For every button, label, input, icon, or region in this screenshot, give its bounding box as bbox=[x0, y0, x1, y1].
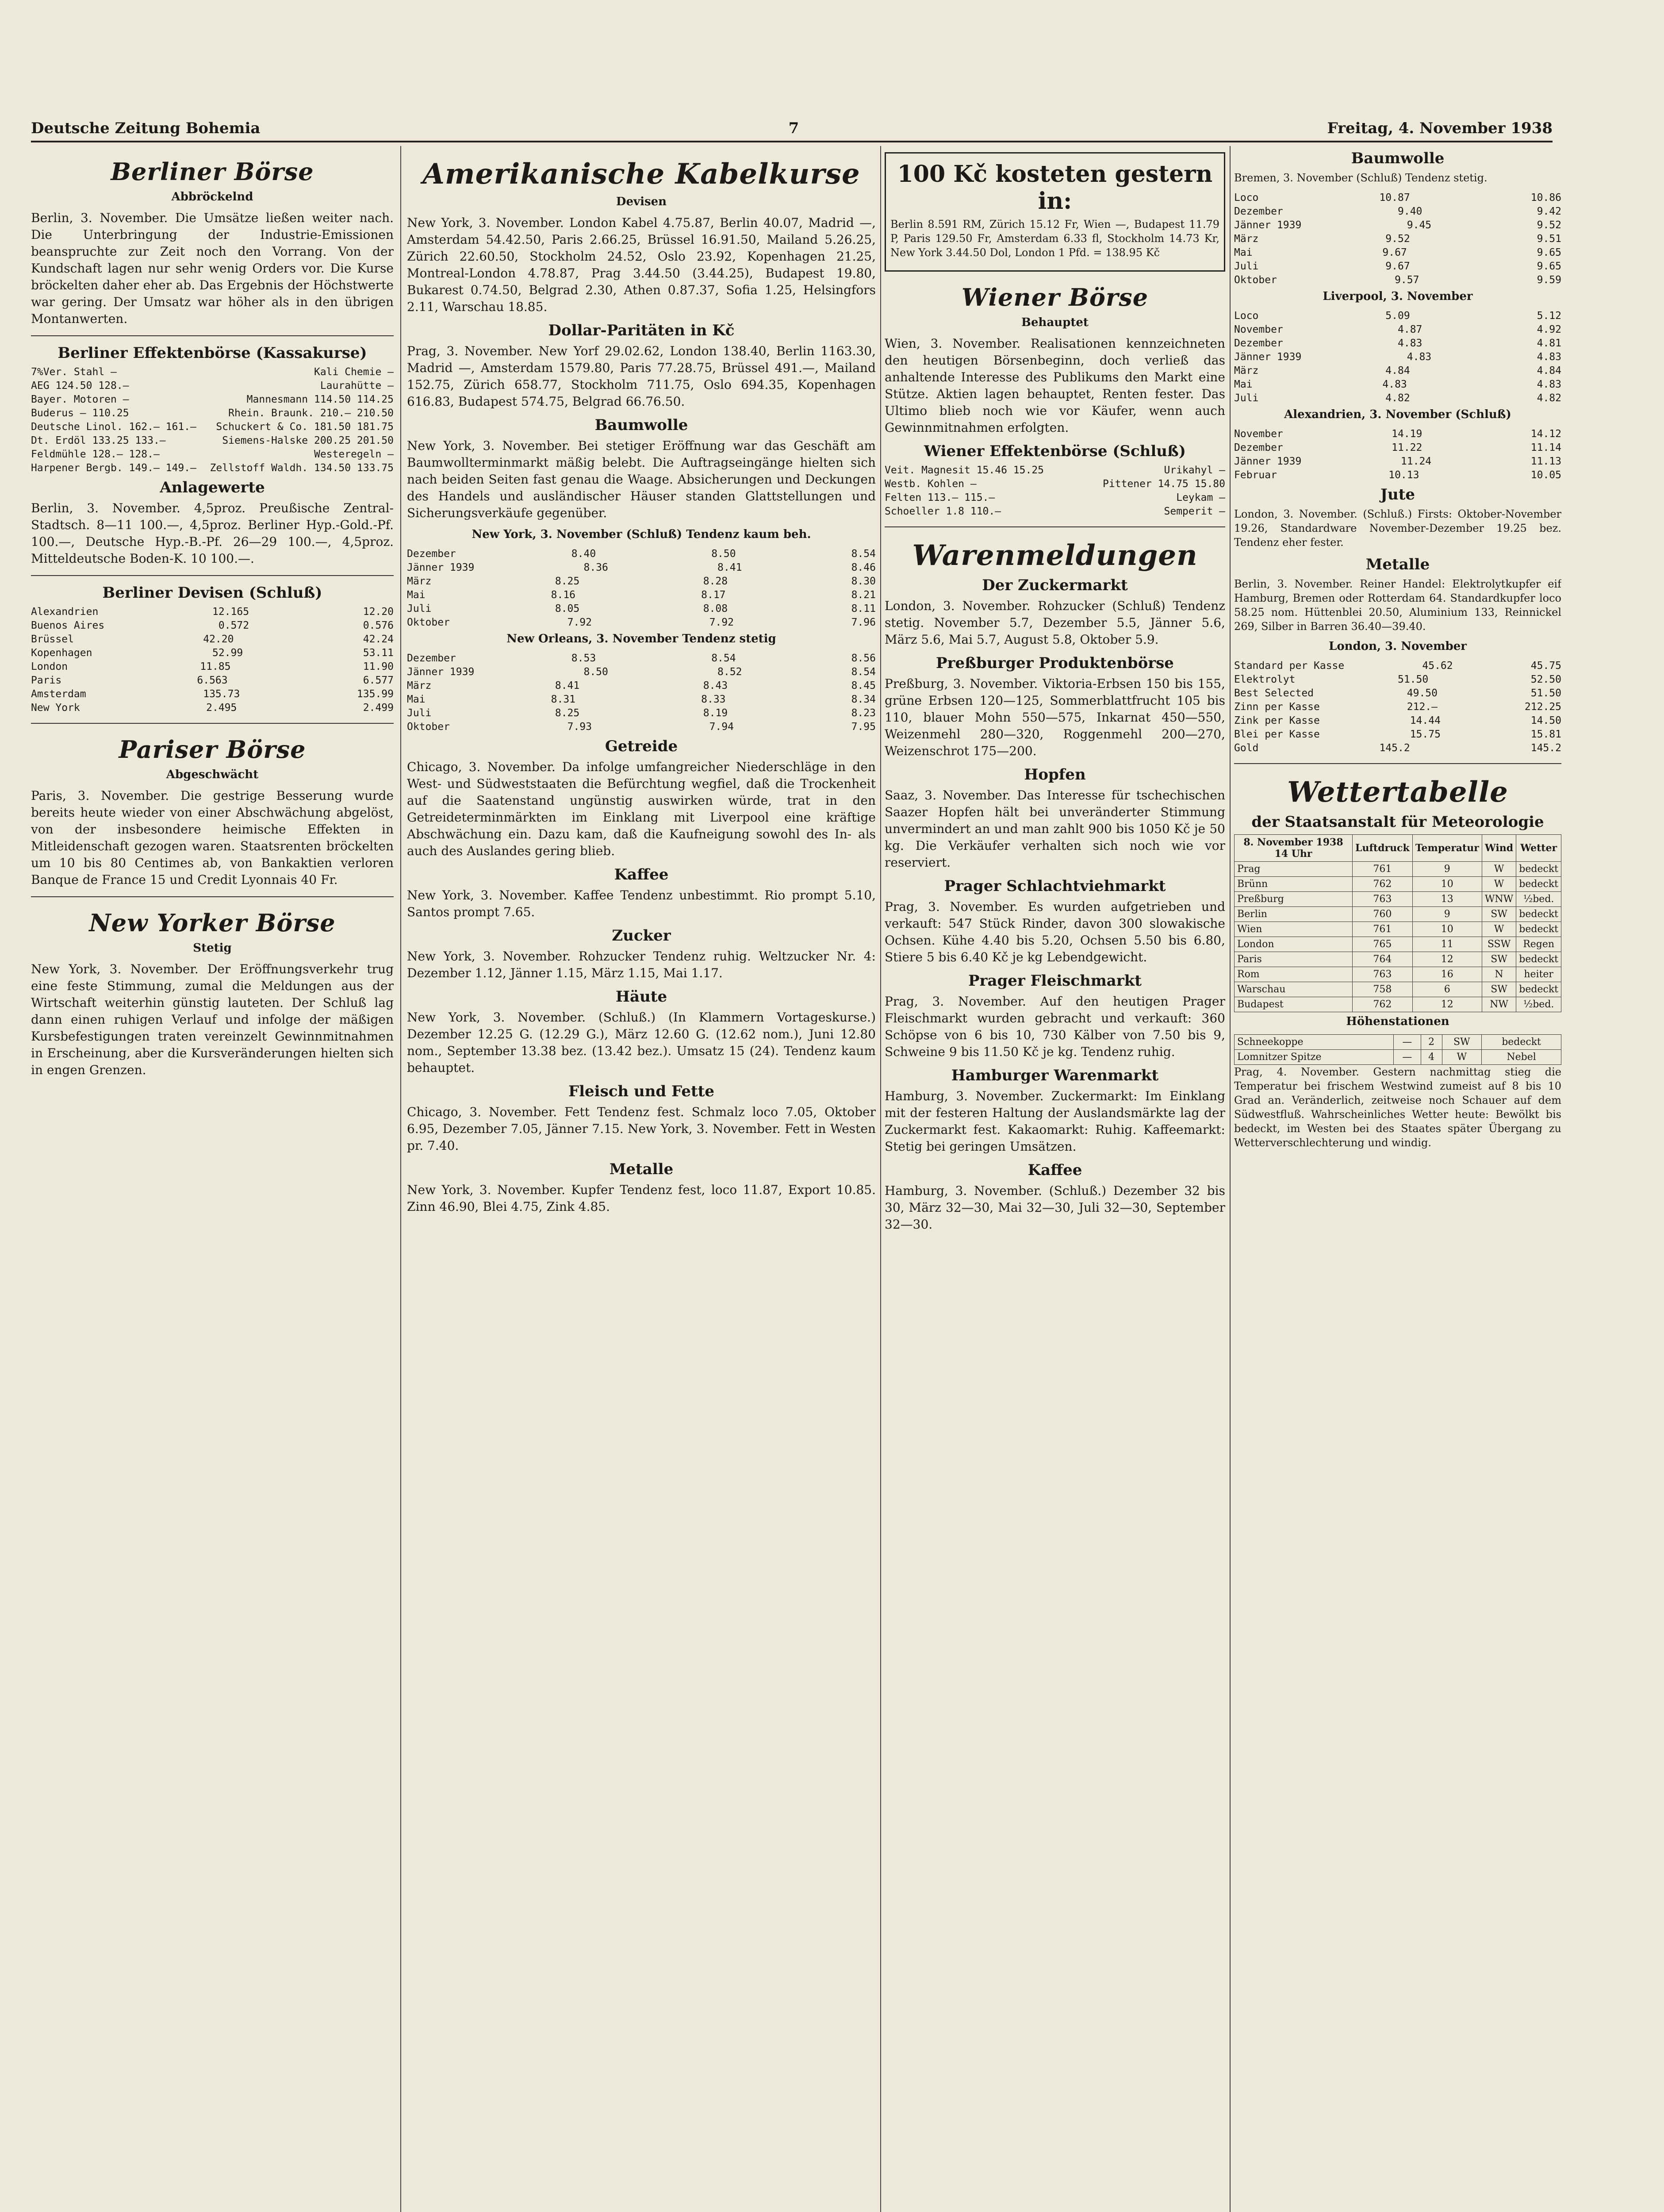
page-number: 7 bbox=[788, 119, 799, 137]
newyork-text: New York, 3. November. Der Eröffnungsverkehr trug eine feste Stimmung, zumal die Meldungen aus der Wirtschaft weiterhin günstig lauteten. Der Schluß lag dann einen ruhigen Verlauf und infolge der mäßigen Kursbefestigungen traten vereinzelt Gewinnmitnahmen in Erscheinung, aber die Kursveränderungen hielten sich in engen Grenzen. bbox=[31, 962, 394, 1077]
table-row: Rom 763 16 N heiter bbox=[1235, 967, 1561, 982]
divider bbox=[31, 575, 394, 576]
krone-text: Berlin 8.591 RM, Zürich 15.12 Fr, Wien —, Budapest 11.79 P, Paris 129.50 Fr, Amsterdam 6.33 fl, Stockholm 14.73 Kr, New York 3.44.50 Dol, London 1 Pfd. = 138.95 Kč bbox=[890, 218, 1219, 259]
hamburger-title: Hamburger Warenmarkt bbox=[951, 1067, 1159, 1084]
wiener-text: Wien, 3. November. Realisationen kennzeichneten den heutigen Börsenbeginn, doch verließ das anhaltende Interesse des Publikums den Markt eine Stütze. Aktien lagen behauptet, Renten fester. Das Ultimo blieb noch wie vor Käufer, wenn auch Gewinnmitnahmen erfolgten. bbox=[885, 336, 1225, 435]
alex-title: Alexandrien, 3. November (Schluß) bbox=[1284, 408, 1511, 421]
metalle-title: Metalle bbox=[609, 1160, 674, 1178]
zucker-title: Zucker bbox=[612, 927, 671, 945]
table-header: 8. November 1938 14 Uhr Luftdruck Temperatur Wind Wetter bbox=[1235, 835, 1561, 862]
hopfen-text: Saaz, 3. November. Das Interesse für tschechischen Saazer Hopfen hält bei unveränderter Stimmung unvermindert an und man zahlt 900 bis 1050 Kč je 50 kg. Die Verkäufer verhalten sich noch wie vor reserviert. bbox=[885, 788, 1225, 870]
devisen-title: Berliner Devisen (Schluß) bbox=[102, 584, 322, 602]
fett-title: Fleisch und Fette bbox=[568, 1083, 714, 1100]
orleans-table: Dezember 8.53 8.54 8.56 Jänner 1939 8.50 8.52 8.54 März 8.41 8.43 8.45 Mai 8.31 8.33 8.34 Juli 8.25 8.19 8.23 Oktober 7.93 7.94 7.95 bbox=[407, 653, 876, 733]
column-divider bbox=[880, 146, 881, 2212]
waren-text: London, 3. November. Rohzucker (Schluß) Tendenz stetig. November 5.7, Dezember 5.5, Jänner 5.6, März 5.6, Mai 5.7, August 5.8, Oktober 5.9. bbox=[885, 599, 1225, 647]
column-1 bbox=[31, 146, 394, 1085]
table-row: Berlin 760 9 SW bedeckt bbox=[1235, 907, 1561, 922]
divider bbox=[31, 896, 394, 897]
wiener-sub: Behauptet bbox=[1021, 316, 1089, 329]
column-divider bbox=[400, 146, 401, 2212]
table-row: Warschau 758 6 SW bedeckt bbox=[1235, 982, 1561, 997]
wetter-table bbox=[1234, 834, 1561, 1012]
column-4 bbox=[1234, 146, 1561, 1156]
haeute-text: New York, 3. November. (Schluß.) (In Klammern Vortageskurse.) Dezember 12.25 G. (12.29 G.), März 12.60 G. (12.62 nom.), Juni 12.80 nom., September 13.38 bez. (13.42 bez.). Umsatz 15 (24). Tendenz kaum behauptet. bbox=[407, 1010, 876, 1075]
table-row: Wien 761 10 W bedeckt bbox=[1235, 922, 1561, 937]
jute-title: Jute bbox=[1380, 486, 1415, 503]
metalle4-title: Metalle bbox=[1365, 556, 1430, 573]
hoehen-table bbox=[1234, 1034, 1561, 1065]
table-row: Paris 764 12 SW bedeckt bbox=[1235, 952, 1561, 967]
pressburg-title: Preßburger Produktenbörse bbox=[936, 654, 1174, 672]
table-row: Prag 761 9 W bedeckt bbox=[1235, 862, 1561, 877]
table-row: Preßburg 763 13 WNW ½bed. bbox=[1235, 892, 1561, 907]
berliner-boerse-title: Berliner Börse bbox=[111, 157, 314, 186]
schlacht-title: Prager Schlachtviehmarkt bbox=[944, 877, 1166, 895]
prognose-text: Prag, 4. November. Gestern nachmittag stieg die Temperatur bei frischem Westwind zumeist auf 8 bis 10 Grad an. Veränderlich, zeitweise noch Schauer auf dem Südwestfluß. Wahrscheinliches Wetter heute: Bewölkt bis bedeckt, im Westen bei des Staates später Übergang zu Wetterverschlechterung und windig. bbox=[1234, 1066, 1561, 1149]
fett-text: Chicago, 3. November. Fett Tendenz fest. Schmalz loco 7.05, Oktober 6.95, Dezember 7.05, Jänner 7.15. New York, 3. November. Fett in Westen pr. 7.40. bbox=[407, 1105, 876, 1153]
page-header bbox=[31, 111, 1553, 142]
berliner-boerse-sub: Abbröckelnd bbox=[171, 190, 253, 204]
metalle4-text: Berlin, 3. November. Reiner Handel: Elektrolytkupfer eif Hamburg, Bremen oder Rotterdam 64. Standardkupfer loco 58.25 nom. Hüttenblei 20.50, Aluminium 133, Reinnickel 269, Silber in Barren 36.40—39.40. bbox=[1234, 578, 1561, 633]
kaffee2-title: Kaffee bbox=[1028, 1161, 1082, 1179]
newspaper-name: Deutsche Zeitung Bohemia bbox=[31, 119, 261, 137]
wiener-title: Wiener Börse bbox=[961, 283, 1149, 311]
column-divider bbox=[1230, 146, 1231, 2212]
bw-table: Loco 10.87 10.86 Dezember 9.40 9.42 Jänner 1939 9.45 9.52 März 9.52 9.51 Mai 9.67 9.65 Juli 9.67 9.65 Oktober 9.57 9.59 bbox=[1234, 192, 1561, 286]
kaffee-title: Kaffee bbox=[614, 866, 669, 883]
krone-box bbox=[885, 152, 1225, 272]
devisen-table: Alexandrien 12.165 12.20 Buenos Aires 0.572 0.576 Brüssel 42.20 42.24 Kopenhagen 52.99 53.11 London 11.85 11.90 Paris 6.563 6.577 Amsterdam 135.73 135.99 New York 2.495 2.499 bbox=[31, 606, 394, 714]
fleisch-text: Prag, 3. November. Auf den heutigen Prager Fleischmarkt wurden gebracht und verkauft: 360 Schöpse von 6 bis 10, 730 Kälber von 7.50 bis 9, Schweine 9 bis 11.50 Kč je kg. Tendenz ruhig. bbox=[885, 994, 1225, 1059]
hamburger-text: Hamburg, 3. November. Zuckermarkt: Im Einklang mit der festeren Haltung der Auslandsmärkte lag der Zuckermarkt fest. Kakaomarkt: Ruhig. Kaffeemarkt: Stetig bei geringen Umsätzen. bbox=[885, 1089, 1225, 1154]
pariser-text: Paris, 3. November. Die gestrige Besserung wurde bereits heute wieder von einer Abschwächung abgelöst, von der insbesondere heimische Effekten in Mitleidenschaft gezogen waren. Staatsrenten bröckelten um 10 bis 80 Centimes ab, von Bankaktien verloren Banque de France 15 und Credit Lyonnais 40 Fr. bbox=[31, 788, 394, 887]
baumwolle-text: New York, 3. November. Bei stetiger Eröffnung war das Geschäft am Baumwollterminmarkt mäßig belebt. Die Auftragseingänge hielten sich nach beiden Seiten fast genau die Waage. Absicherungen und Deckungen des Handels und ausländischer Häuser standen Glattstellungen und Sicherungsverkäufe gegenüber. bbox=[407, 438, 876, 520]
nyt-title: New York, 3. November (Schluß) Tendenz kaum beh. bbox=[472, 528, 811, 541]
paritaeten-title: Dollar-Paritäten in Kč bbox=[548, 322, 735, 339]
pariser-title: Pariser Börse bbox=[119, 735, 306, 764]
wetter-title: Wettertabelle bbox=[1287, 776, 1508, 809]
divider bbox=[885, 526, 1225, 527]
haeute-title: Häute bbox=[615, 988, 667, 1006]
hopfen-title: Hopfen bbox=[1024, 766, 1086, 783]
kabel-sub: Devisen bbox=[616, 195, 667, 208]
table-row: Brünn 762 10 W bedeckt bbox=[1235, 877, 1561, 892]
wiener-eff-title: Wiener Effektenbörse (Schluß) bbox=[924, 442, 1186, 460]
pressburg-text: Preßburg, 3. November. Viktoria-Erbsen 150 bis 155, grüne Erbsen 120—125, Sommerblattfrucht 105 bis 110, blauer Mohn 550—575, Inkarnat 450—550, Weizenmehl 280—320, Roggenmehl 200—270, Weizenschrot 175—200. bbox=[885, 676, 1225, 758]
bw-title: Baumwolle bbox=[1351, 150, 1445, 167]
getreide-title: Getreide bbox=[605, 737, 678, 755]
liverpool-title: Liverpool, 3. November bbox=[1323, 290, 1473, 303]
issue-date: Freitag, 4. November 1938 bbox=[1327, 119, 1553, 137]
wiener-eff-table: Veit. Magnesit 15.46 15.25 Urikahyl — Westb. Kohlen — Pittener 14.75 15.80 Felten 113.— 115.— Leykam — Schoeller 1.8 110.— Semperit — bbox=[885, 465, 1225, 517]
schlacht-text: Prag, 3. November. Es wurden aufgetrieben und verkauft: 547 Stück Rinder, davon 300 slowakische Ochsen. Kühe 4.40 bis 5.20, Ochsen 5.50 bis 6.80, Stiere 5 bis 6.40 Kč je kg Lebendgewicht. bbox=[885, 899, 1225, 964]
effekten-title: Berliner Effektenbörse (Kassakurse) bbox=[58, 344, 367, 362]
baumwolle-title: Baumwolle bbox=[594, 416, 688, 434]
table-row: Schneekoppe — 2 SW bedeckt bbox=[1235, 1035, 1561, 1050]
london-metals-table: Standard per Kasse 45.62 45.75 Elektrolyt 51.50 52.50 Best Selected 49.50 51.50 Zinn per Kasse 212.— 212.25 Zink per Kasse 14.44 14.50 Blei per Kasse 15.75 15.81 Gold 145.2 145.2 bbox=[1234, 660, 1561, 754]
divider bbox=[31, 723, 394, 724]
table-row: Lomnitzer Spitze — 4 W Nebel bbox=[1235, 1050, 1561, 1065]
column-2 bbox=[407, 146, 876, 1221]
fleisch-title: Prager Fleischmarkt bbox=[968, 972, 1142, 990]
newyork-sub: Stetig bbox=[193, 941, 232, 955]
kaffee-text: New York, 3. November. Kaffee Tendenz unbestimmt. Rio prompt 5.10, Santos prompt 7.65. bbox=[407, 888, 876, 919]
nyt-table: Dezember 8.40 8.50 8.54 Jänner 1939 8.36 8.41 8.46 März 8.25 8.28 8.30 Mai 8.16 8.17 8.21 Juli 8.05 8.08 8.11 Oktober 7.92 7.92 7.96 bbox=[407, 548, 876, 628]
column-3 bbox=[885, 146, 1225, 1239]
hoehen-title: Höhenstationen bbox=[1346, 1015, 1449, 1028]
liverpool-table: Loco 5.09 5.12 November 4.87 4.92 Dezember 4.83 4.81 Jänner 1939 4.83 4.83 März 4.84 4.84 Mai 4.83 4.83 Juli 4.82 4.82 bbox=[1234, 310, 1561, 404]
alex-table: November 14.19 14.12 Dezember 11.22 11.14 Jänner 1939 11.24 11.13 Februar 10.13 10.05 bbox=[1234, 428, 1561, 481]
kabel-title: Amerikanische Kabelkurse bbox=[422, 157, 860, 191]
waren-sub: Der Zuckermarkt bbox=[982, 576, 1128, 594]
jute-text: London, 3. November. (Schluß.) Firsts: Oktober-November 19.26, Standardware November-Dezember 19.25 bez. Tendenz eher fester. bbox=[1234, 508, 1561, 549]
pariser-sub: Abgeschwächt bbox=[166, 768, 259, 781]
table-row: Budapest 762 12 NW ½bed. bbox=[1235, 997, 1561, 1012]
table-row: London 765 11 SSW Regen bbox=[1235, 937, 1561, 952]
london-metals-title: London, 3. November bbox=[1329, 640, 1467, 653]
kabel-text: New York, 3. November. London Kabel 4.75.87, Berlin 40.07, Madrid —, Amsterdam 54.42.50, Paris 2.66.25, Brüssel 16.91.50, Mailand 5.26.25, Zürich 22.60.50, Stockholm 24.52, Oslo 23.92, Kopenhagen 21.25, Montreal-London 4.78.87, Prag 3.44.50 (3.44.25), Budapest 19.80, Bukarest 0.74.50, Belgrad 2.30, Athen 0.87.37, Sofia 1.25, Helsingfors 2.11, Warschau 18.85. bbox=[407, 215, 876, 314]
divider bbox=[31, 335, 394, 336]
krone-title: 100 Kč kosteten gestern in: bbox=[897, 161, 1213, 215]
getreide-text: Chicago, 3. November. Da infolge umfangreicher Niederschläge in den West- und Südweststaaten die Befürchtung wegfiel, daß die Trockenheit auf die Saatenstand ungünstig auswirken würde, trat in den Getreideterminmärkten im Einklang mit Liverpool eine kräftige Abschwächung ein. Dazu kam, daß die Kaufneigung sowohl des In- als auch des Auslandes gering blieb. bbox=[407, 760, 876, 858]
paritaeten-text: Prag, 3. November. New Yorf 29.02.62, London 138.40, Berlin 1163.30, Madrid —, Amsterdam 1579.80, Paris 77.28.75, Brüssel 491.—, Mailand 152.75, Zürich 658.77, Stockholm 711.75, Oslo 694.35, Kopenhagen 616.83, Budapest 574.75, Belgrad 66.76.50. bbox=[407, 344, 876, 409]
divider bbox=[1234, 763, 1561, 764]
anlagewerte-title: Anlagewerte bbox=[160, 479, 265, 496]
newyork-title: New Yorker Börse bbox=[89, 909, 336, 937]
kaffee2-text: Hamburg, 3. November. (Schluß.) Dezember 32 bis 30, März 32—30, Mai 32—30, Juli 32—30, September 32—30. bbox=[885, 1183, 1225, 1232]
effekten-table: 7%Ver. Stahl — Kali Chemie — AEG 124.50 128.— Laurahütte — Bayer. Motoren — Mannesmann 114.50 114.25 Buderus — 110.25 Rhein. Braunk. 210.— 210.50 Deutsche Linol. 162.— 161.— Schuckert & Co. 181.50 181.75 Dt. Erdöl 133.25 133.— Siemens-Halske 200.25 201.50 Feldmühle 128.— 128.— Westeregeln — Harpener Bergb. 149.— 149.— Zellstoff Waldh. 134.50 133.75 bbox=[31, 366, 394, 474]
berliner-boerse-text: Berlin, 3. November. Die Umsätze ließen weiter nach. Die Unterbringung der Industrie-Emissionen beanspruchte zur Zeit noch den Vorrang. Von der Kundschaft lagen nur sehr wenig Orders vor. Die Kurse bröckelten daher eher ab. Das Ergebnis der Höchstwerte war gering. Der Umsatz war höher als in den übrigen Montanwerten. bbox=[31, 211, 394, 326]
anlagewerte-text: Berlin, 3. November. 4,5proz. Preußische Zentral-Stadtsch. 8—11 100.—, 4,5proz. Berliner Hyp.-Gold.-Pf. 100.—, Deutsche Hyp.-B.-Pf. 26—29 100.—, 4,5proz. Mitteldeutsche Boden-K. 10 100.—. bbox=[31, 501, 394, 566]
zucker-text: New York, 3. November. Rohzucker Tendenz ruhig. Weltzucker Nr. 4: Dezember 1.12, Jänner 1.15, März 1.15, Mai 1.17. bbox=[407, 949, 876, 980]
orleans-title: New Orleans, 3. November Tendenz stetig bbox=[506, 632, 776, 645]
waren-title: Warenmeldungen bbox=[912, 539, 1198, 572]
bw-text: Bremen, 3. November (Schluß) Tendenz stetig. bbox=[1234, 172, 1488, 184]
metalle-text: New York, 3. November. Kupfer Tendenz fest, loco 11.87, Export 10.85. Zinn 46.90, Blei 4.75, Zink 4.85. bbox=[407, 1183, 876, 1214]
wetter-sub: der Staatsanstalt für Meteorologie bbox=[1251, 813, 1544, 831]
